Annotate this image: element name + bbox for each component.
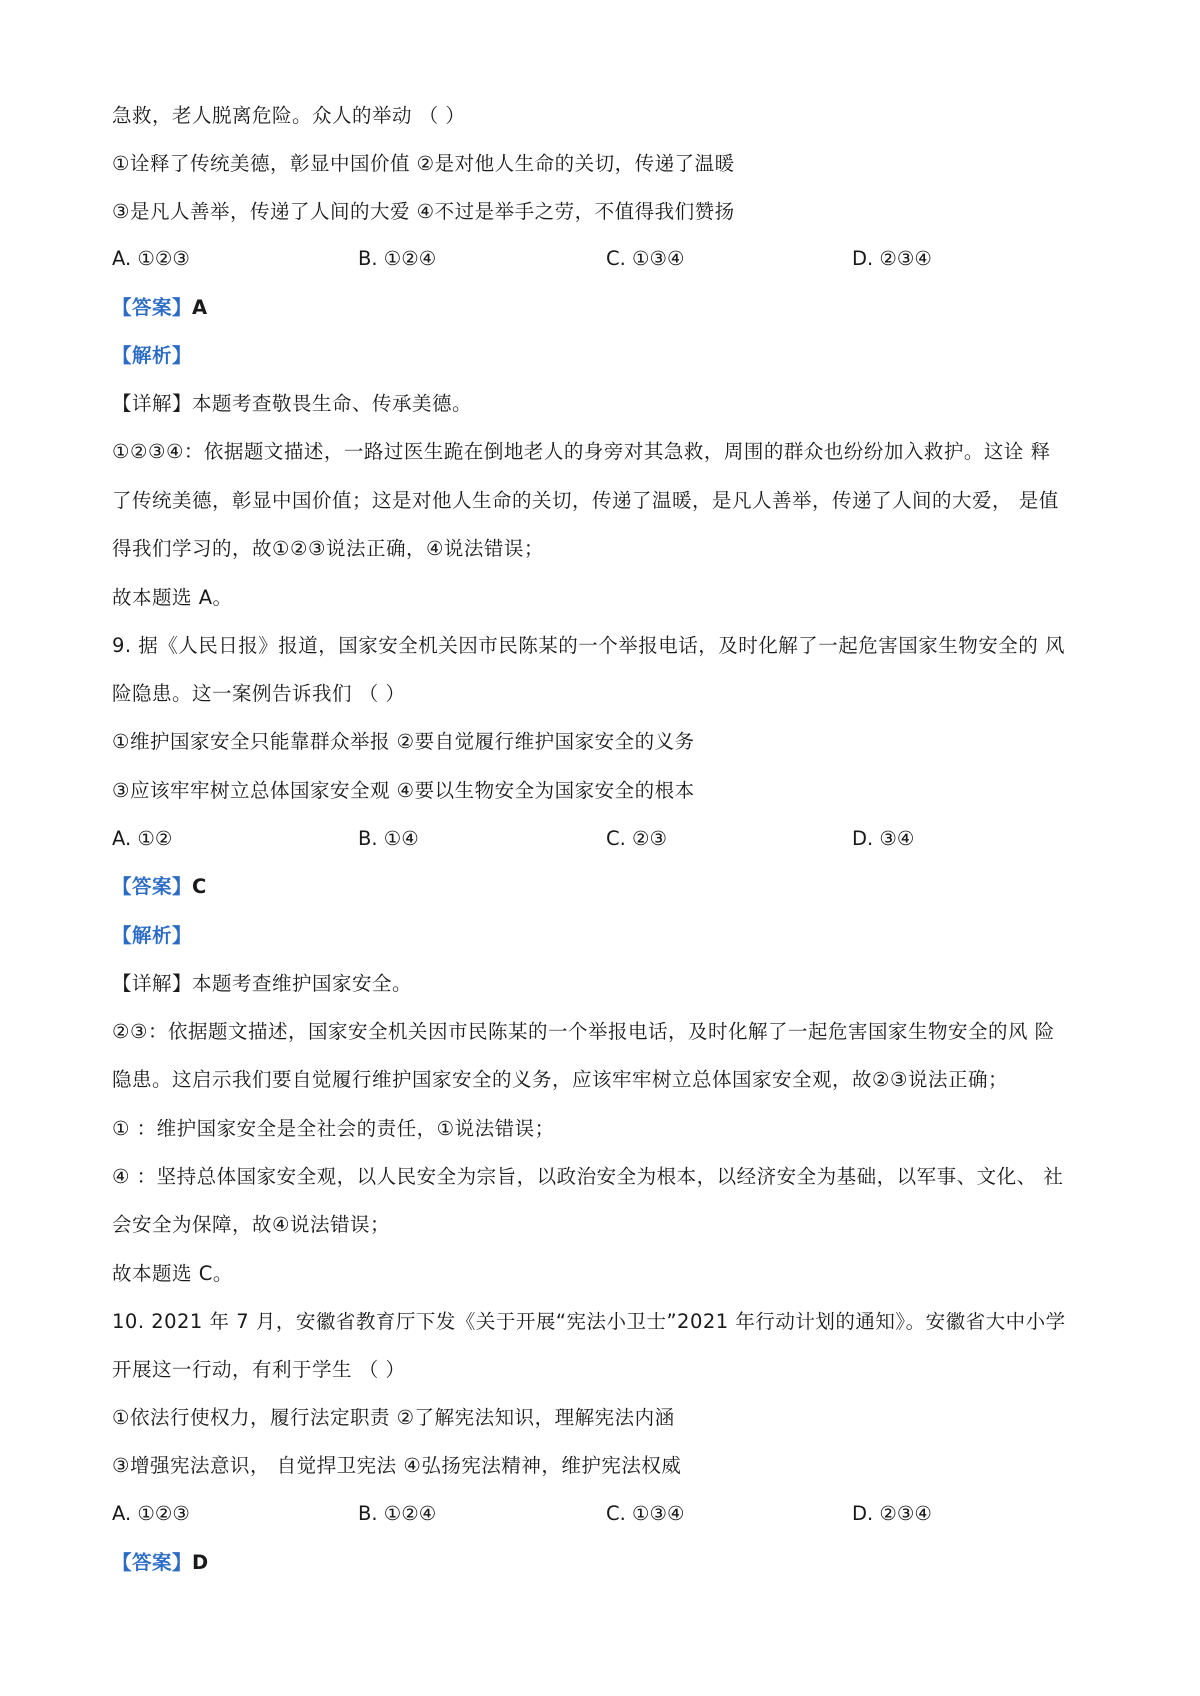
answer-label: 【答案】 [112,296,193,319]
q9-option-b: B. ①④ [358,827,419,850]
q10-option-a: A. ①②③ [112,1502,190,1525]
q9-option-c: C. ②③ [606,827,667,850]
q10-option-b: B. ①②④ [358,1502,437,1525]
q10-statement-3-4: ③增强宪法意识， 自觉捍卫宪法 ④弘扬宪法精神，维护宪法权威 [112,1454,682,1477]
q8-option-b: B. ①②④ [358,247,437,270]
q10-statement-1-2: ①依法行使权力，履行法定职责 ②了解宪法知识，理解宪法内涵 [112,1406,675,1429]
q9-detail-line-2: 隐患。这启示我们要自觉履行维护国家安全的义务，应该牢牢树立总体国家安全观，故②③说法正确； [112,1068,1008,1091]
analysis-label: 【解析】 [112,344,193,367]
q10-option-d: D. ②③④ [852,1502,932,1525]
q8-detail-line-3: 得我们学习的，故①②③说法正确，④说法错误； [112,537,544,560]
answer-value: C [192,875,207,898]
q9-stem-line-2: 险隐患。这一案例告诉我们 （ ） [112,682,406,705]
q10-stem-line-1: 10. 2021 年 7 月，安徽省教育厅下发《关于开展“宪法小卫士”2021 年行动计划的通知》。安徽省大中小学 [112,1310,1066,1333]
answer-label: 【答案】 [112,1551,193,1574]
q8-detail-line-1: ①②③④：依据题文描述，一路过医生跪在倒地老人的身旁对其急救，周围的群众也纷纷加入救护。这诠 释 [112,440,1051,463]
q9-option-d: D. ③④ [852,827,915,850]
q8-option-d: D. ②③④ [852,247,932,270]
answer-label: 【答案】 [112,875,193,898]
q9-detail-line-5: 会安全为保障，故④说法错误； [112,1213,390,1236]
answer-value: D [192,1551,209,1574]
q9-conclusion: 故本题选 C。 [112,1262,233,1285]
q9-analysis [112,922,192,950]
q9-detail-line-1: ②③：依据题文描述，国家安全机关因市民陈某的一个举报电话，及时化解了一起危害国家生物安全的风 险 [112,1020,1055,1043]
q8-conclusion: 故本题选 A。 [112,586,233,609]
analysis-label: 【解析】 [112,924,193,947]
q10-answer [112,1549,209,1577]
q8-analysis [112,342,192,370]
q8-answer [112,294,208,322]
q9-detail-line-3: ① ：维护国家安全是全社会的责任，①说法错误； [112,1117,555,1140]
q10-stem-line-2: 开展这一行动，有利于学生 （ ） [112,1358,406,1381]
q9-statement-1-2: ①维护国家安全只能靠群众举报 ②要自觉履行维护国家安全的义务 [112,730,695,753]
q8-option-a: A. ①②③ [112,247,190,270]
q10-option-c: C. ①③④ [606,1502,685,1525]
q9-statement-3-4: ③应该牢牢树立总体国家安全观 ④要以生物安全为国家安全的根本 [112,779,695,802]
answer-value: A [192,296,208,319]
q8-detail-title: 【详解】本题考查敬畏生命、传承美德。 [112,392,473,415]
q9-detail-line-4: ④ ：坚持总体国家安全观，以人民安全为宗旨，以政治安全为根本，以经济安全为基础，以军事、文化、 社 [112,1165,1064,1188]
q8-stem-tail: 急救，老人脱离危险。众人的举动 （ ） [112,104,466,127]
q9-answer [112,873,207,901]
q8-statement-3-4: ③是凡人善举，传递了人间的大爱 ④不过是举手之劳，不值得我们赞扬 [112,200,735,223]
q8-option-c: C. ①③④ [606,247,685,270]
q9-option-a: A. ①② [112,827,173,850]
q8-statement-1-2: ①诠释了传统美德，彰显中国价值 ②是对他人生命的关切，传递了温暖 [112,152,735,175]
q8-detail-line-2: 了传统美德，彰显中国价值；这是对他人生命的关切，传递了温暖，是凡人善举，传递了人间的大爱， 是值 [112,489,1059,512]
q9-stem-line-1: 9. 据《人民日报》报道，国家安全机关因市民陈某的一个举报电话，及时化解了一起危害国家生物安全的 风 [112,634,1066,657]
q9-detail-title: 【详解】本题考查维护国家安全。 [112,972,413,995]
